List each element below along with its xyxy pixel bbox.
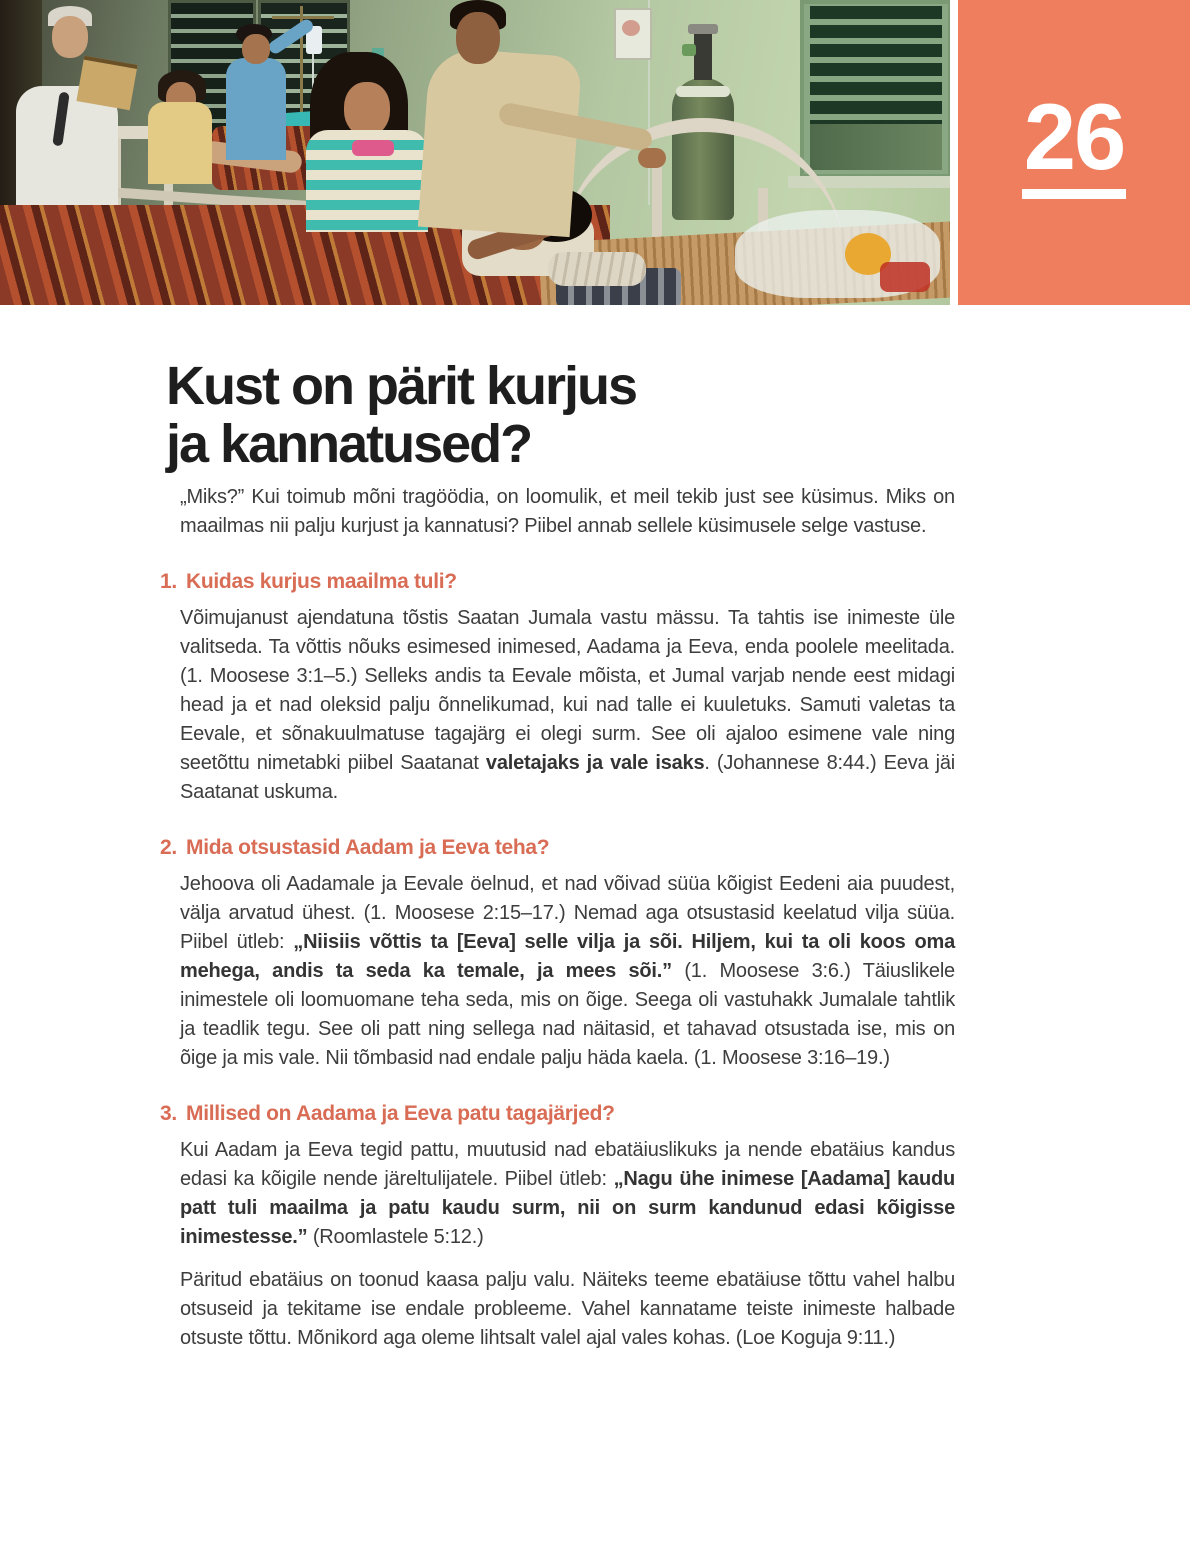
arm-bandage — [548, 252, 646, 286]
father-face — [456, 12, 500, 64]
section-1 — [160, 568, 955, 807]
section-3-paragraph-2: Päritud ebatäius on toonud kaasa palju valu. Näiteks teeme ebatäiuse tõttu vahel halbu otsuseid ja tekitame ise endale probleeme. Vahel kannatame teiste inimeste halbade otsuste tõttu. Mõnikord aga oleme lihtsalt valel ajal vales kohas. (Loe Koguja 9:11.) — [180, 1268, 955, 1349]
page-title-line2: ja kannatused? — [166, 414, 532, 475]
nurse-figure — [226, 58, 286, 160]
section-2-heading-text: Mida otsustasid Aadam ja Eeva teha? — [186, 835, 550, 859]
lesson-number: 26 — [1023, 84, 1125, 189]
father-figure — [418, 47, 582, 237]
doctor-face — [52, 16, 88, 58]
window-slats-right — [810, 6, 942, 124]
section-1-heading-text: Kuidas kurjus maailma tuli? — [186, 569, 457, 593]
hospital-photo — [0, 0, 950, 305]
section-1-number: 1. — [160, 569, 177, 593]
section-3-paragraph-1: Kui Aadam ja Eeva tegid pattu, muutusid nad ebatäiuslikuks ja nende ebatäius kandus edasi ka kõigile nende järeltulijatele. Piibel ütleb: „Nagu ühe inimese [Aadama] kaudu patt tuli maailma ja patu kaudu surm, nii on surm kandunud edasi kõigisse inimestesse.” (Roomlastele 5:12.) — [180, 1138, 955, 1248]
section-3 — [160, 1100, 955, 1353]
oxygen-tank-valve — [694, 32, 712, 80]
lesson-number-block — [958, 0, 1190, 305]
page-title — [166, 357, 955, 474]
section-3-heading — [160, 1100, 955, 1127]
red-package — [880, 262, 930, 292]
section-3-number: 3. — [160, 1101, 177, 1125]
section-2-number: 2. — [160, 835, 177, 859]
mother-pink-top — [352, 140, 394, 156]
iv-stand-crossbar — [272, 16, 334, 19]
oxygen-tank-nut — [688, 24, 718, 34]
wall-picture-drawing — [622, 20, 640, 36]
lesson-content — [160, 305, 955, 1367]
lesson-number-underline — [1022, 189, 1126, 199]
section-2-paragraph: Jehoova oli Aadamale ja Eevale öelnud, et nad võivad süüa kõigist Eedeni aia puudest, välja arvatud ühest. (1. Moosese 2:15–17.) Nemad aga otsustasid keelatud vilja süüa. Piibel ütleb: „Niisiis võttis ta [Eeva] selle vilja ja sõi. Hiljem, kui ta oli koos oma mehega, andis ta seda ka temale, ja mees sõi.” (1. Moosese 3:6.) Täiuslikele inimestele oli loomuomane teha seda, mis on õige. Seega oli vastuhakk Jumalale tahtlik ja teadlik tegu. See oli patt ning sellega nad näitasid, et tahavad otsustada ise, mis on õige ja mis vale. Nii tõmbasid nad endale palju häda kaela. (1. Moosese 3:16–19.) — [180, 872, 956, 1069]
nurse-face — [242, 34, 270, 64]
page-title-line1: Kust on pärit kurjus — [166, 356, 637, 416]
window-lower-panel — [810, 124, 942, 170]
patient-figure — [148, 102, 212, 184]
oxygen-tank-band — [676, 86, 730, 97]
page-header — [0, 0, 1200, 305]
section-2 — [160, 834, 955, 1073]
mother-face — [344, 82, 390, 136]
father-hand — [638, 148, 666, 168]
clipboard — [76, 56, 137, 111]
section-1-heading — [160, 568, 955, 595]
section-2-heading — [160, 834, 955, 861]
oxygen-tank-knob — [682, 44, 696, 56]
section-1-paragraph: Võimujanust ajendatuna tõstis Saatan Jumala vastu mässu. Ta tahtis ise inimeste üle valitseda. Ta võttis nõuks esimesed inimesed, Aadama ja Eeva, enda poolele meelitada. (1. Moosese 3:1–5.) Selleks andis ta Eevale mõista, et Jumal varjab nende eest midagi head ja et nad oleksid palju õnnelikumad, kui nad talle ei kuuletuks. Samuti valetas ta Eevale, et sõnakuulmatuse tagajärg ei olegi surm. See oli ajaloo esimene vale ning seetõttu nimetabki piibel Saatanat valetajaks ja vale isaks. (Johannese 8:44.) Eeva jäi Saatanat uskuma. — [180, 606, 955, 803]
section-3-heading-text: Millised on Aadama ja Eeva patu tagajärjed? — [186, 1101, 615, 1125]
intro-paragraph: „Miks?” Kui toimub mõni tragöödia, on loomulik, et meil tekib just see küsimus. Miks on maailmas nii palju kurjust ja kannatusi? Piibel annab sellele küsimusele selge vastuse. — [180, 485, 955, 537]
